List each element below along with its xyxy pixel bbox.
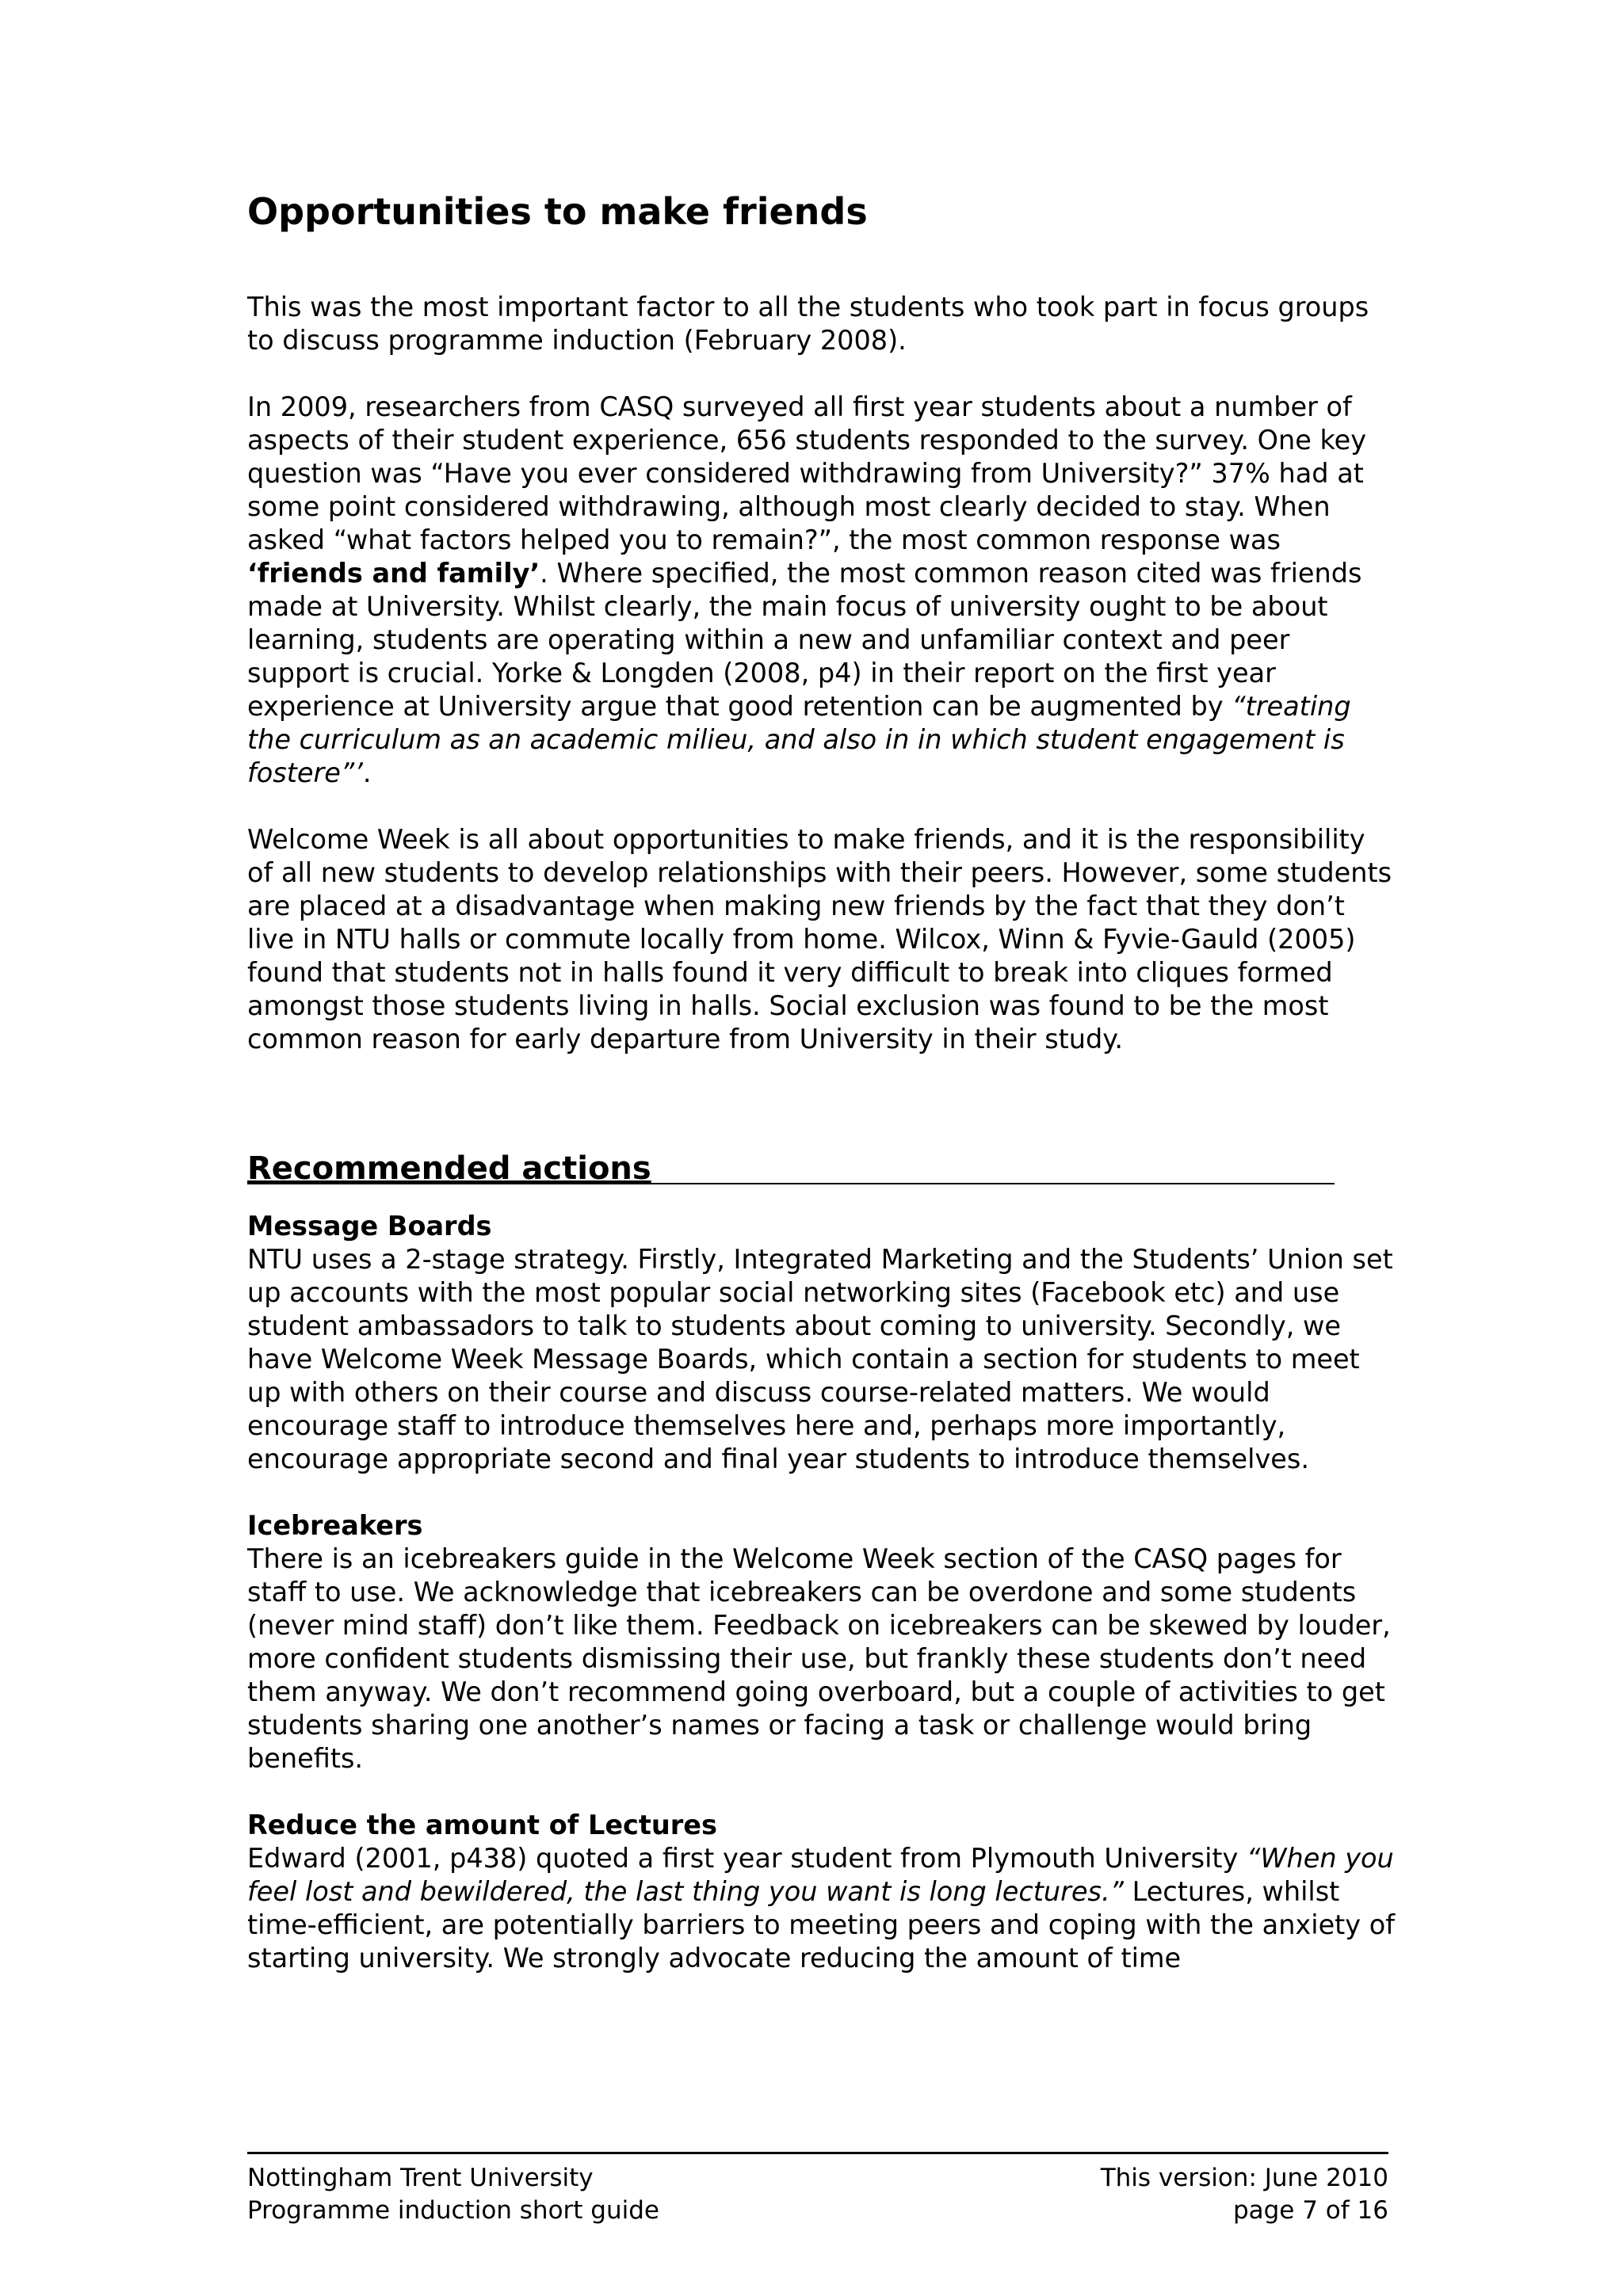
icebreakers-title: Icebreakers (247, 1510, 423, 1542)
footer-guide-title: Programme induction short guide (247, 2196, 659, 2225)
footer-row-1 (247, 2162, 1388, 2195)
page-heading: Opportunities to make friends (247, 190, 868, 233)
page-footer (247, 2152, 1388, 2227)
plymouth-student-quote: “When you feel lost and bewildered, the last thing you want is long lectures.” (247, 1843, 1394, 1908)
paragraph-survey (247, 391, 1398, 790)
lectures-text-a: Edward (2001, p438) quoted a first year student from Plymouth University (247, 1843, 1247, 1875)
survey-text-b: . Where specified, the most common reason cited was friends made at University. Whilst clearly, the main focus of university ought to be about learning, students are operating within a new and unfamiliar context and peer support is crucial. Yorke & Longden (2008, p4) in their report on the first year experience at University argue that good retention can be augmented by (247, 558, 1362, 723)
recommended-actions-label: Recommended actions (247, 1150, 651, 1188)
footer-rule (247, 2152, 1388, 2154)
footer-institution: Nottingham Trent University (247, 2164, 594, 2192)
survey-text-a: In 2009, researchers from CASQ surveyed all first year students about a number of aspects of their student experience, 656 students responded to the survey. One key question was “Have you ever considered withdrawing from University?” 37% had at some point considered withdrawing, although most clearly decided to stay. When asked “what factors helped you to remain?”, the most common response was (247, 391, 1367, 556)
message-boards-title: Message Boards (247, 1211, 492, 1242)
page-content (247, 190, 1398, 1975)
lectures-text-b: Lectures, whilst time-efficient, are potentially barriers to meeting peers and coping with the anxiety of starting university. We strongly advocate reducing the amount of time (247, 1876, 1396, 1974)
paragraph-intro: This was the most important factor to all the students who took part in focus groups to discuss programme induction (February 2008). (247, 292, 1369, 357)
yorke-quote: “treating the curriculum as an academic milieu, and also in in which student engagement is fostere”’ (247, 691, 1351, 789)
paragraph-welcome-week: Welcome Week is all about opportunities to make friends, and it is the responsibility of all new students to develop relationships with their peers. However, some students are placed at a disadvantage when making new friends by the fact that they don’t live in NTU halls or commute locally from home. Wilcox, Winn & Fyvie-Gauld (2005) found that students not in halls found it very difficult to break into cliques formed amongst those students living in halls. Social exclusion was found to be the most common reason for early departure from University in their study. (247, 824, 1392, 1055)
message-boards-text: NTU uses a 2-stage strategy. Firstly, Integrated Marketing and the Students’ Union set up accounts with the most popular social networking sites (Facebook etc) and use student ambassadors to talk to students about coming to university. Secondly, we have Welcome Week Message Boards, which contain a section for students to meet up with others on their course and discuss course-related matters. We would encourage staff to introduce themselves here and, perhaps more importantly, encourage appropriate second and final year students to introduce themselves. (247, 1244, 1393, 1475)
footer-row-2 (247, 2195, 1388, 2227)
footer-page-number: page 7 of 16 (1232, 2196, 1388, 2225)
recommended-actions-heading (247, 1148, 1335, 1189)
footer-version: This version: June 2010 (1100, 2164, 1388, 2192)
icebreakers-text: There is an icebreakers guide in the Welcome Week section of the CASQ pages for staff to use. We acknowledge that icebreakers can be overdone and some students (never mind staff) don’t like them. Feedback on icebreakers can be skewed by louder, more confident students dismissing their use, but frankly these students don’t need them anyway. We don’t recommend going overboard, but a couple of activities to get students sharing one another’s names or facing a task or challenge would bring benefits. (247, 1543, 1391, 1775)
survey-text-c: . (362, 757, 372, 789)
friends-family-emphasis: ‘friends and family’ (247, 558, 540, 589)
lectures-title: Reduce the amount of Lectures (247, 1810, 717, 1841)
heading-underline-rule (247, 1183, 1335, 1184)
lectures-text (247, 1842, 1398, 1975)
